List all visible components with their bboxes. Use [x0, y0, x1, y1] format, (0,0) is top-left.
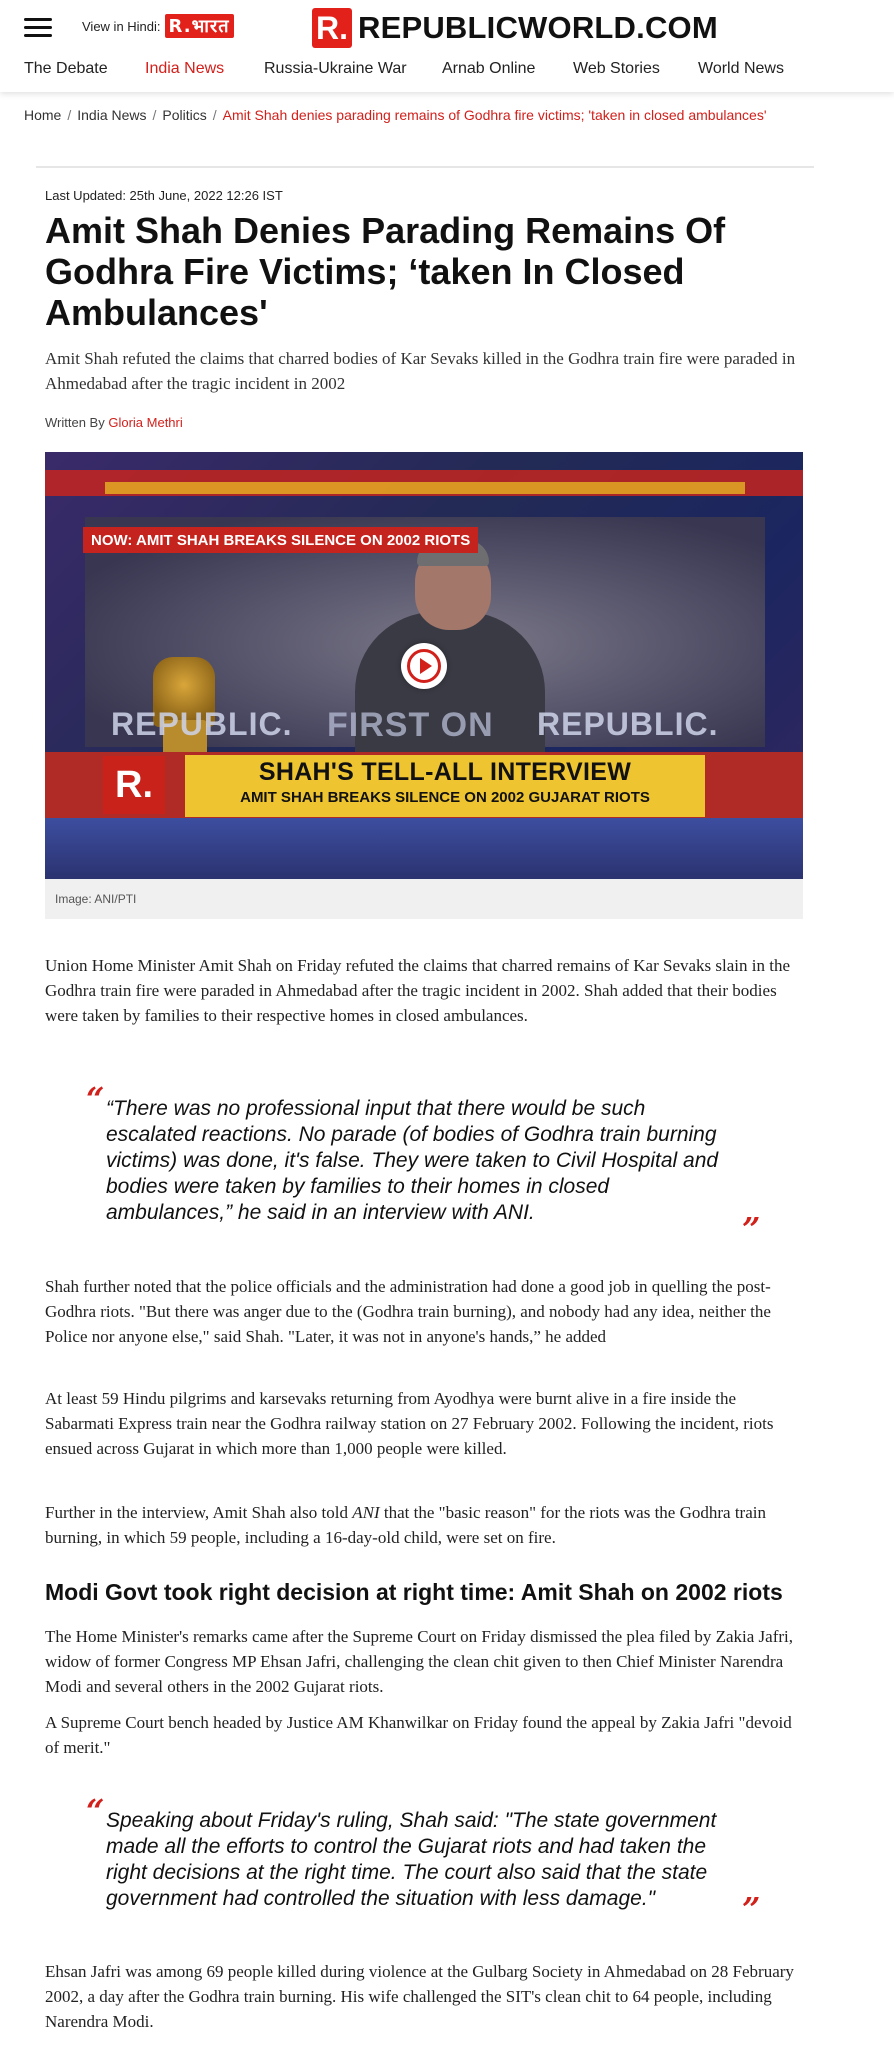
last-updated: Last Updated: 25th June, 2022 12:26 IST: [45, 188, 283, 203]
video-channel-logo: R.: [103, 756, 165, 814]
breadcrumb-separator: /: [152, 107, 157, 123]
hindi-switch[interactable]: [82, 14, 234, 38]
text-emphasis: ANI: [352, 1503, 380, 1522]
breadcrumb-home[interactable]: Home: [24, 107, 62, 123]
nav-item-world-news[interactable]: World News: [698, 60, 784, 77]
brand-name: REPUBLICWORLD.COM: [358, 10, 718, 45]
breadcrumb-separator: /: [212, 107, 217, 123]
pull-quote: Speaking about Friday's ruling, Shah said: "The state government made all the efforts to control the Gujarat riots and had taken the right decisions at the right time. The court also said that the state government had controlled the situation with less damage.": [106, 1809, 717, 1910]
breadcrumb: [24, 107, 767, 123]
video-subtitle: AMIT SHAH BREAKS SILENCE ON 2002 GUJARAT RIOTS: [240, 789, 650, 806]
brand-mark: R.: [312, 8, 352, 48]
menu-icon[interactable]: [24, 18, 52, 38]
video-decor: [105, 482, 745, 494]
nav-item-the-debate[interactable]: The Debate: [24, 60, 108, 77]
video-bottom-band: [45, 818, 803, 879]
main-nav: [0, 58, 894, 90]
site-logo[interactable]: [312, 8, 718, 48]
article-summary: Amit Shah refuted the claims that charred bodies of Kar Sevaks killed in the Godhra train fire were paraded in Ahmedabad after the tragic incident in 2002: [45, 349, 796, 393]
quote-close-icon: ”: [742, 1890, 761, 1928]
article-paragraph: A Supreme Court bench headed by Justice AM Khanwilkar on Friday found the appeal by Zakia Jafri "devoid of merit.": [45, 1713, 792, 1757]
article-paragraph: Ehsan Jafri was among 69 people killed during violence at the Gulbarg Society in Ahmedabad on 28 February 2002, a day after the Godhra train burning. His wife challenged the SIT's clean chit to 64 people, including Narendra Modi.: [45, 1962, 794, 2031]
nav-item-web-stories[interactable]: Web Stories: [573, 60, 660, 77]
hindi-label: View in Hindi:: [82, 18, 161, 34]
quote-close-icon: ”: [742, 1210, 761, 1248]
article-paragraph: Shah further noted that the police officials and the administration had done a good job in quelling the post-Godhra riots. "But there was anger due to the (Godhra train burning), and nobody had any idea, neither the Police nor anyone else," said Shah. "Later, it was not in anyone's hands,” he added: [45, 1277, 771, 1346]
divider: [36, 166, 814, 168]
text-fragment: Further in the interview, Amit Shah also told: [45, 1503, 353, 1522]
author-link[interactable]: Gloria Methri: [108, 415, 183, 430]
article-paragraph: [45, 1500, 805, 1550]
pull-quote: “There was no professional input that there would be such escalated reactions. No parade (of bodies of Godhra train burning victims) was done, it's false. They were taken to Civil Hospital and bodies were taken by families to their homes in closed ambulances,” he said in an interview with ANI.: [106, 1097, 719, 1224]
video-title: SHAH'S TELL-ALL INTERVIEW: [258, 758, 632, 786]
video-player[interactable]: [45, 452, 803, 879]
video-first-on: FIRST ON: [327, 706, 494, 744]
image-caption: Image: ANI/PTI: [45, 879, 803, 919]
breadcrumb-india-news[interactable]: India News: [77, 107, 147, 123]
breadcrumb-politics[interactable]: Politics: [162, 107, 207, 123]
byline-label: Written By: [45, 415, 105, 430]
play-button[interactable]: [401, 643, 447, 689]
article-paragraph: At least 59 Hindu pilgrims and karsevaks returning from Ayodhya were burnt alive in a fire inside the Sabarmati Express train near the Godhra railway station on 27 February 2002. Following the incident, riots ensued across Gujarat in which more than 1,000 people were killed.: [45, 1389, 774, 1458]
text-fragment: that the "basic reason" for the riots was the Godhra train burning, in which 59 people, including a 16-day-old child, were set on fire.: [45, 1503, 766, 1547]
article-headline: Amit Shah Denies Parading Remains Of Godhra Fire Victims; ‘taken In Closed Ambulances': [45, 210, 726, 333]
play-icon: [407, 649, 441, 683]
byline: [45, 415, 183, 430]
article-paragraph: The Home Minister's remarks came after the Supreme Court on Friday dismissed the plea filed by Zakia Jafri, widow of former Congress MP Ehsan Jafri, challenging the clean chit given to then Chief Minister Narendra Modi and several others in the 2002 Gujarat riots.: [45, 1627, 794, 1696]
article-paragraph: Union Home Minister Amit Shah on Friday refuted the claims that charred remains of Kar Sevaks slain in the Godhra train fire were paraded in Ahmedabad after the tragic incident in 2002. Shah added that their bodies were taken by families to their respective homes in closed ambulances.: [45, 956, 790, 1025]
site-header: [0, 0, 894, 92]
quote-open-icon: “: [86, 1080, 105, 1118]
nav-item-russia-ukraine-war[interactable]: Russia-Ukraine War: [264, 60, 407, 77]
video-republic-left: REPUBLIC.: [111, 706, 293, 742]
video-republic-row: [45, 702, 803, 746]
video-republic-right: REPUBLIC.: [537, 706, 719, 742]
breadcrumb-current: Amit Shah denies parading remains of Godhra fire victims; 'taken in closed ambulances': [222, 107, 767, 123]
video-now-banner: NOW: AMIT SHAH BREAKS SILENCE ON 2002 RIOTS: [83, 527, 478, 553]
section-heading: Modi Govt took right decision at right time: Amit Shah on 2002 riots: [45, 1579, 783, 1605]
nav-item-india-news[interactable]: India News: [145, 60, 225, 77]
hindi-site-logo[interactable]: R.भारत: [165, 14, 234, 38]
quote-open-icon: “: [86, 1792, 105, 1830]
nav-item-arnab-online[interactable]: Arnab Online: [442, 60, 536, 77]
breadcrumb-separator: /: [67, 107, 72, 123]
